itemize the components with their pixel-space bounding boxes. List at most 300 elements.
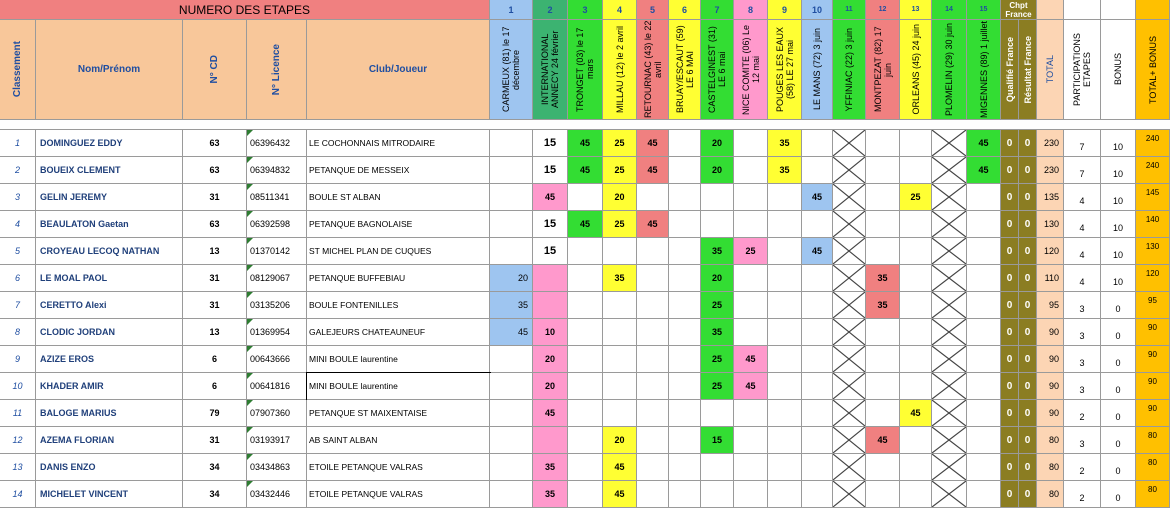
score-cell[interactable] [900,211,932,238]
score-cell[interactable] [603,427,637,454]
score-cell[interactable] [603,184,637,211]
score-cell[interactable] [802,184,833,211]
score-cell[interactable] [932,427,967,454]
resultat-cell[interactable] [1019,292,1037,319]
score-cell[interactable] [568,319,603,346]
stage-header-3[interactable] [568,20,603,120]
score-cell[interactable] [967,373,1001,400]
score-cell[interactable] [669,346,701,373]
stage-header-4[interactable] [603,20,637,120]
total-bonus-cell[interactable] [1136,130,1170,157]
resultat-cell[interactable] [1019,184,1037,211]
score-cell[interactable] [768,211,802,238]
total-cell[interactable] [1037,373,1064,400]
stage-number-9[interactable] [768,0,802,20]
score-cell[interactable] [669,427,701,454]
score-cell[interactable] [967,130,1001,157]
stage-number-13[interactable] [900,0,932,20]
score-cell[interactable] [833,265,866,292]
score-cell[interactable] [533,373,568,400]
qualifie-cell[interactable] [1001,238,1019,265]
bonus-cell[interactable] [1101,373,1136,400]
score-cell[interactable] [490,211,533,238]
score-cell[interactable] [568,211,603,238]
score-cell[interactable] [833,427,866,454]
score-cell[interactable] [900,292,932,319]
score-cell[interactable] [603,157,637,184]
stage-header-9[interactable] [768,20,802,120]
resultat-cell[interactable] [1019,481,1037,508]
participations-cell[interactable] [1064,346,1101,373]
participations-cell[interactable] [1064,265,1101,292]
header-nom[interactable] [36,20,183,120]
score-cell[interactable] [669,400,701,427]
score-cell[interactable] [637,427,669,454]
stage-number-11[interactable] [833,0,866,20]
header-qualifie[interactable] [1001,20,1019,120]
score-cell[interactable] [967,265,1001,292]
total-bonus-cell[interactable] [1136,238,1170,265]
score-cell[interactable] [701,157,734,184]
total-cell[interactable] [1037,454,1064,481]
score-cell[interactable] [568,373,603,400]
score-cell[interactable] [637,238,669,265]
score-cell[interactable] [900,481,932,508]
stage-header-13[interactable] [900,20,932,120]
score-cell[interactable] [833,130,866,157]
score-cell[interactable] [932,184,967,211]
score-cell[interactable] [802,130,833,157]
score-cell[interactable] [669,454,701,481]
score-cell[interactable] [734,427,768,454]
qualifie-cell[interactable] [1001,481,1019,508]
score-cell[interactable] [932,130,967,157]
score-cell[interactable] [490,373,533,400]
score-cell[interactable] [669,130,701,157]
score-cell[interactable] [768,454,802,481]
resultat-cell[interactable] [1019,373,1037,400]
total-bonus-cell[interactable] [1136,211,1170,238]
score-cell[interactable] [637,157,669,184]
stage-number-8[interactable] [734,0,768,20]
score-cell[interactable] [734,184,768,211]
score-cell[interactable] [866,130,900,157]
score-cell[interactable] [866,238,900,265]
stage-number-14[interactable] [932,0,967,20]
score-cell[interactable] [533,265,568,292]
total-bonus-cell[interactable] [1136,319,1170,346]
score-cell[interactable] [833,454,866,481]
score-cell[interactable] [734,454,768,481]
bonus-cell[interactable] [1101,211,1136,238]
score-cell[interactable] [768,400,802,427]
score-cell[interactable] [568,157,603,184]
score-cell[interactable] [701,427,734,454]
stage-number-15[interactable] [967,0,1001,20]
score-cell[interactable] [490,346,533,373]
qualifie-cell[interactable] [1001,427,1019,454]
score-cell[interactable] [768,427,802,454]
score-cell[interactable] [533,319,568,346]
score-cell[interactable] [768,157,802,184]
score-cell[interactable] [967,238,1001,265]
score-cell[interactable] [490,427,533,454]
score-cell[interactable] [932,292,967,319]
score-cell[interactable] [701,238,734,265]
score-cell[interactable] [637,211,669,238]
total-cell[interactable] [1037,184,1064,211]
score-cell[interactable] [866,400,900,427]
qualifie-cell[interactable] [1001,130,1019,157]
stage-number-5[interactable] [637,0,669,20]
stage-header-14[interactable] [932,20,967,120]
score-cell[interactable] [866,157,900,184]
score-cell[interactable] [768,130,802,157]
score-cell[interactable] [637,292,669,319]
score-cell[interactable] [833,346,866,373]
score-cell[interactable] [734,346,768,373]
total-cell[interactable] [1037,400,1064,427]
score-cell[interactable] [802,400,833,427]
score-cell[interactable] [900,265,932,292]
score-cell[interactable] [701,400,734,427]
score-cell[interactable] [866,427,900,454]
total-bonus-cell[interactable] [1136,184,1170,211]
score-cell[interactable] [802,211,833,238]
total-cell[interactable] [1037,481,1064,508]
score-cell[interactable] [490,292,533,319]
score-cell[interactable] [932,373,967,400]
score-cell[interactable] [866,454,900,481]
total-bonus-cell[interactable] [1136,265,1170,292]
score-cell[interactable] [802,319,833,346]
score-cell[interactable] [701,454,734,481]
score-cell[interactable] [603,211,637,238]
score-cell[interactable] [866,319,900,346]
score-cell[interactable] [734,157,768,184]
stage-header-11[interactable] [833,20,866,120]
bonus-cell[interactable] [1101,319,1136,346]
resultat-cell[interactable] [1019,427,1037,454]
score-cell[interactable] [701,481,734,508]
score-cell[interactable] [734,265,768,292]
score-cell[interactable] [490,130,533,157]
score-cell[interactable] [802,292,833,319]
bonus-cell[interactable] [1101,400,1136,427]
participations-cell[interactable] [1064,292,1101,319]
score-cell[interactable] [768,184,802,211]
score-cell[interactable] [568,454,603,481]
participations-cell[interactable] [1064,319,1101,346]
resultat-cell[interactable] [1019,400,1037,427]
score-cell[interactable] [490,400,533,427]
bonus-cell[interactable] [1101,238,1136,265]
score-cell[interactable] [669,265,701,292]
score-cell[interactable] [932,157,967,184]
score-cell[interactable] [802,454,833,481]
score-cell[interactable] [734,238,768,265]
score-cell[interactable] [932,454,967,481]
qualifie-cell[interactable] [1001,454,1019,481]
header-total[interactable] [1037,20,1064,120]
total-cell[interactable] [1037,346,1064,373]
score-cell[interactable] [866,373,900,400]
score-cell[interactable] [802,427,833,454]
score-cell[interactable] [900,373,932,400]
score-cell[interactable] [490,184,533,211]
bonus-cell[interactable] [1101,265,1136,292]
score-cell[interactable] [866,184,900,211]
score-cell[interactable] [568,427,603,454]
score-cell[interactable] [669,373,701,400]
score-cell[interactable] [833,157,866,184]
score-cell[interactable] [490,454,533,481]
participations-cell[interactable] [1064,130,1101,157]
score-cell[interactable] [734,130,768,157]
score-cell[interactable] [568,238,603,265]
score-cell[interactable] [833,373,866,400]
resultat-cell[interactable] [1019,346,1037,373]
score-cell[interactable] [900,157,932,184]
score-cell[interactable] [669,211,701,238]
qualifie-cell[interactable] [1001,346,1019,373]
total-bonus-cell[interactable] [1136,454,1170,481]
stage-number-3[interactable] [568,0,603,20]
score-cell[interactable] [603,130,637,157]
score-cell[interactable] [637,400,669,427]
score-cell[interactable] [802,481,833,508]
score-cell[interactable] [490,481,533,508]
score-cell[interactable] [603,265,637,292]
score-cell[interactable] [637,265,669,292]
score-cell[interactable] [833,238,866,265]
score-cell[interactable] [701,373,734,400]
score-cell[interactable] [490,265,533,292]
bonus-cell[interactable] [1101,481,1136,508]
score-cell[interactable] [637,319,669,346]
score-cell[interactable] [533,130,568,157]
score-cell[interactable] [533,238,568,265]
stage-number-1[interactable] [490,0,533,20]
score-cell[interactable] [701,292,734,319]
score-cell[interactable] [701,130,734,157]
participations-cell[interactable] [1064,184,1101,211]
total-bonus-cell[interactable] [1136,427,1170,454]
score-cell[interactable] [568,346,603,373]
score-cell[interactable] [637,184,669,211]
score-cell[interactable] [802,346,833,373]
score-cell[interactable] [669,319,701,346]
resultat-cell[interactable] [1019,157,1037,184]
score-cell[interactable] [533,184,568,211]
score-cell[interactable] [768,346,802,373]
score-cell[interactable] [802,238,833,265]
score-cell[interactable] [932,400,967,427]
score-cell[interactable] [768,373,802,400]
score-cell[interactable] [967,454,1001,481]
score-cell[interactable] [833,400,866,427]
score-cell[interactable] [866,211,900,238]
score-cell[interactable] [568,265,603,292]
score-cell[interactable] [967,319,1001,346]
score-cell[interactable] [568,184,603,211]
total-bonus-cell[interactable] [1136,481,1170,508]
stage-number-2[interactable] [533,0,568,20]
score-cell[interactable] [669,184,701,211]
score-cell[interactable] [603,454,637,481]
total-cell[interactable] [1037,265,1064,292]
stage-number-6[interactable] [669,0,701,20]
score-cell[interactable] [866,265,900,292]
score-cell[interactable] [568,292,603,319]
header-participations[interactable] [1064,20,1101,120]
resultat-cell[interactable] [1019,211,1037,238]
score-cell[interactable] [833,292,866,319]
score-cell[interactable] [932,346,967,373]
score-cell[interactable] [967,427,1001,454]
participations-cell[interactable] [1064,238,1101,265]
score-cell[interactable] [768,319,802,346]
score-cell[interactable] [637,130,669,157]
score-cell[interactable] [802,157,833,184]
header-bonus[interactable] [1101,20,1136,120]
score-cell[interactable] [900,454,932,481]
bonus-cell[interactable] [1101,292,1136,319]
qualifie-cell[interactable] [1001,157,1019,184]
stage-number-7[interactable] [701,0,734,20]
score-cell[interactable] [932,211,967,238]
participations-cell[interactable] [1064,373,1101,400]
bonus-cell[interactable] [1101,427,1136,454]
score-cell[interactable] [568,400,603,427]
score-cell[interactable] [900,238,932,265]
stage-header-12[interactable] [866,20,900,120]
score-cell[interactable] [802,373,833,400]
score-cell[interactable] [603,373,637,400]
qualifie-cell[interactable] [1001,319,1019,346]
score-cell[interactable] [900,346,932,373]
score-cell[interactable] [533,292,568,319]
score-cell[interactable] [734,211,768,238]
score-cell[interactable] [701,265,734,292]
header-classement[interactable] [0,20,36,120]
score-cell[interactable] [734,481,768,508]
score-cell[interactable] [900,130,932,157]
score-cell[interactable] [490,238,533,265]
participations-cell[interactable] [1064,157,1101,184]
total-cell[interactable] [1037,292,1064,319]
score-cell[interactable] [734,373,768,400]
resultat-cell[interactable] [1019,319,1037,346]
stage-header-8[interactable] [734,20,768,120]
total-bonus-cell[interactable] [1136,157,1170,184]
score-cell[interactable] [866,481,900,508]
header-cd[interactable] [183,20,247,120]
score-cell[interactable] [734,400,768,427]
score-cell[interactable] [802,265,833,292]
total-bonus-cell[interactable] [1136,346,1170,373]
score-cell[interactable] [967,184,1001,211]
score-cell[interactable] [603,400,637,427]
score-cell[interactable] [967,292,1001,319]
score-cell[interactable] [967,157,1001,184]
score-cell[interactable] [669,481,701,508]
score-cell[interactable] [768,481,802,508]
score-cell[interactable] [490,157,533,184]
total-bonus-cell[interactable] [1136,373,1170,400]
score-cell[interactable] [833,184,866,211]
stage-number-10[interactable] [802,0,833,20]
score-cell[interactable] [637,373,669,400]
score-cell[interactable] [900,319,932,346]
score-cell[interactable] [734,292,768,319]
participations-cell[interactable] [1064,211,1101,238]
score-cell[interactable] [833,211,866,238]
score-cell[interactable] [490,319,533,346]
total-bonus-cell[interactable] [1136,400,1170,427]
resultat-cell[interactable] [1019,238,1037,265]
bonus-cell[interactable] [1101,184,1136,211]
score-cell[interactable] [533,346,568,373]
total-bonus-cell[interactable] [1136,292,1170,319]
stage-number-12[interactable] [866,0,900,20]
qualifie-cell[interactable] [1001,184,1019,211]
score-cell[interactable] [701,319,734,346]
score-cell[interactable] [967,346,1001,373]
score-cell[interactable] [603,481,637,508]
score-cell[interactable] [533,211,568,238]
header-total-bonus[interactable] [1136,20,1170,120]
score-cell[interactable] [866,346,900,373]
score-cell[interactable] [932,238,967,265]
qualifie-cell[interactable] [1001,400,1019,427]
score-cell[interactable] [768,265,802,292]
stage-header-10[interactable] [802,20,833,120]
score-cell[interactable] [900,400,932,427]
score-cell[interactable] [533,400,568,427]
score-cell[interactable] [568,481,603,508]
participations-cell[interactable] [1064,427,1101,454]
header-resultat[interactable] [1019,20,1037,120]
total-cell[interactable] [1037,427,1064,454]
total-cell[interactable] [1037,238,1064,265]
stage-header-1[interactable] [490,20,533,120]
score-cell[interactable] [768,238,802,265]
score-cell[interactable] [701,184,734,211]
qualifie-cell[interactable] [1001,265,1019,292]
bonus-cell[interactable] [1101,130,1136,157]
header-club[interactable] [307,20,490,120]
score-cell[interactable] [669,238,701,265]
score-cell[interactable] [734,319,768,346]
participations-cell[interactable] [1064,400,1101,427]
stage-number-4[interactable] [603,0,637,20]
stage-header-5[interactable] [637,20,669,120]
qualifie-cell[interactable] [1001,211,1019,238]
total-cell[interactable] [1037,130,1064,157]
bonus-cell[interactable] [1101,454,1136,481]
score-cell[interactable] [932,481,967,508]
score-cell[interactable] [533,454,568,481]
score-cell[interactable] [866,292,900,319]
bonus-cell[interactable] [1101,157,1136,184]
score-cell[interactable] [568,130,603,157]
score-cell[interactable] [669,292,701,319]
score-cell[interactable] [932,319,967,346]
score-cell[interactable] [967,400,1001,427]
score-cell[interactable] [701,211,734,238]
stage-header-2[interactable] [533,20,568,120]
